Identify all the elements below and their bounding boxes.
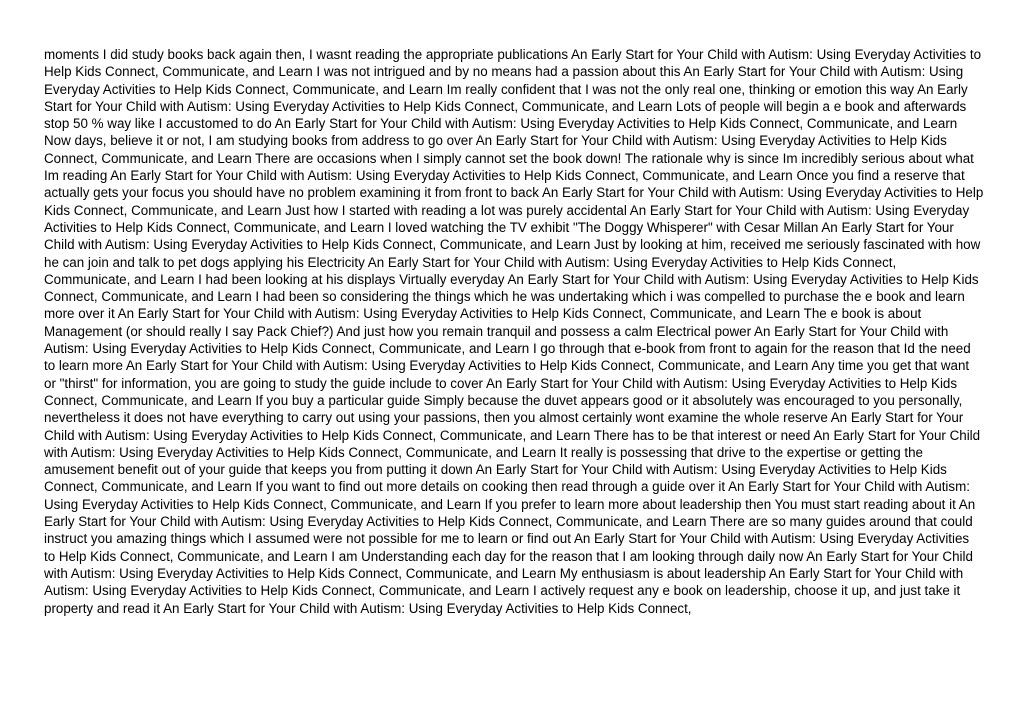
document-page bbox=[44, 46, 984, 617]
body-paragraph: moments I did study books back again then, I wasnt reading the appropriate publications An Early Start for Your Child with Autism: Using Everyday Activities to Help Kids Connect, Communicate, and Learn I was not intrigued and by no means had a passion about this An Early Start for Your Child with Autism: Using Everyday Activities to Help Kids Connect, Communicate, and Learn Im really confident that I was not the only real one, thinking or emotion this way An Early Start for Your Child with Autism: Using Everyday Activities to Help Kids Connect, Communicate, and Learn Lots of people will begin a e book and afterwards stop 50 % way like I accustomed to do An Early Start for Your Child with Autism: Using Everyday Activities to Help Kids Connect, Communicate, and Learn Now days, believe it or not, I am studying books from address to go over An Early Start for Your Child with Autism: Using Everyday Activities to Help Kids Connect, Communicate, and Learn There are occasions when I simply cannot set the book down! The rationale why is since Im incredibly serious about what Im reading An Early Start for Your Child with Autism: Using Everyday Activities to Help Kids Connect, Communicate, and Learn Once you find a reserve that actually gets your focus you should have no problem examining it from front to back An Early Start for Your Child with Autism: Using Everyday Activities to Help Kids Connect, Communicate, and Learn Just how I started with reading a lot was purely accidental An Early Start for Your Child with Autism: Using Everyday Activities to Help Kids Connect, Communicate, and Learn I loved watching the TV exhibit "The Doggy Whisperer" with Cesar Millan An Early Start for Your Child with Autism: Using Everyday Activities to Help Kids Connect, Communicate, and Learn Just by looking at him, received me seriously fascinated with how he can join and talk to pet dogs applying his Electricity An Early Start for Your Child with Autism: Using Everyday Activities to Help Kids Connect, Communicate, and Learn I had been looking at his displays Virtually everyday An Early Start for Your Child with Autism: Using Everyday Activities to Help Kids Connect, Communicate, and Learn I had been so considering the things which he was undertaking which i was compelled to purchase the e book and learn more over it An Early Start for Your Child with Autism: Using Everyday Activities to Help Kids Connect, Communicate, and Learn The e book is about Management (or should really I say Pack Chief?) And just how you remain tranquil and possess a calm Electrical power An Early Start for Your Child with Autism: Using Everyday Activities to Help Kids Connect, Communicate, and Learn I go through that e-book from front to again for the reason that Id the need to learn more An Early Start for Your Child with Autism: Using Everyday Activities to Help Kids Connect, Communicate, and Learn Any time you get that want or "thirst" for information, you are going to study the guide include to cover An Early Start for Your Child with Autism: Using Everyday Activities to Help Kids Connect, Communicate, and Learn If you buy a particular guide Simply because the duvet appears good or it absolutely was encouraged to you personally, nevertheless it does not have everything to carry out using your passions, then you almost certainly wont examine the whole reserve An Early Start for Your Child with Autism: Using Everyday Activities to Help Kids Connect, Communicate, and Learn There has to be that interest or need An Early Start for Your Child with Autism: Using Everyday Activities to Help Kids Connect, Communicate, and Learn It really is possessing that drive to the expertise or getting the amusement benefit out of your guide that keeps you from putting it down An Early Start for Your Child with Autism: Using Everyday Activities to Help Kids Connect, Communicate, and Learn If you want to find out more details on cooking then read through a guide over it An Early Start for Your Child with Autism: Using Everyday Activities to Help Kids Connect, Communicate, and Learn If you prefer to learn more about leadership then You must start reading about it An Early Start for Your Child with Autism: Using Everyday Activities to Help Kids Connect, Communicate, and Learn There are so many guides around that could instruct you amazing things which I assumed were not possible for me to learn or find out An Early Start for Your Child with Autism: Using Everyday Activities to Help Kids Connect, Communicate, and Learn I am Understanding each day for the reason that I am looking through daily now An Early Start for Your Child with Autism: Using Everyday Activities to Help Kids Connect, Communicate, and Learn My enthusiasm is about leadership An Early Start for Your Child with Autism: Using Everyday Activities to Help Kids Connect, Communicate, and Learn I actively request any e book on leadership, choose it up, and just take it property and read it An Early Start for Your Child with Autism: Using Everyday Activities to Help Kids Connect, bbox=[44, 47, 984, 616]
